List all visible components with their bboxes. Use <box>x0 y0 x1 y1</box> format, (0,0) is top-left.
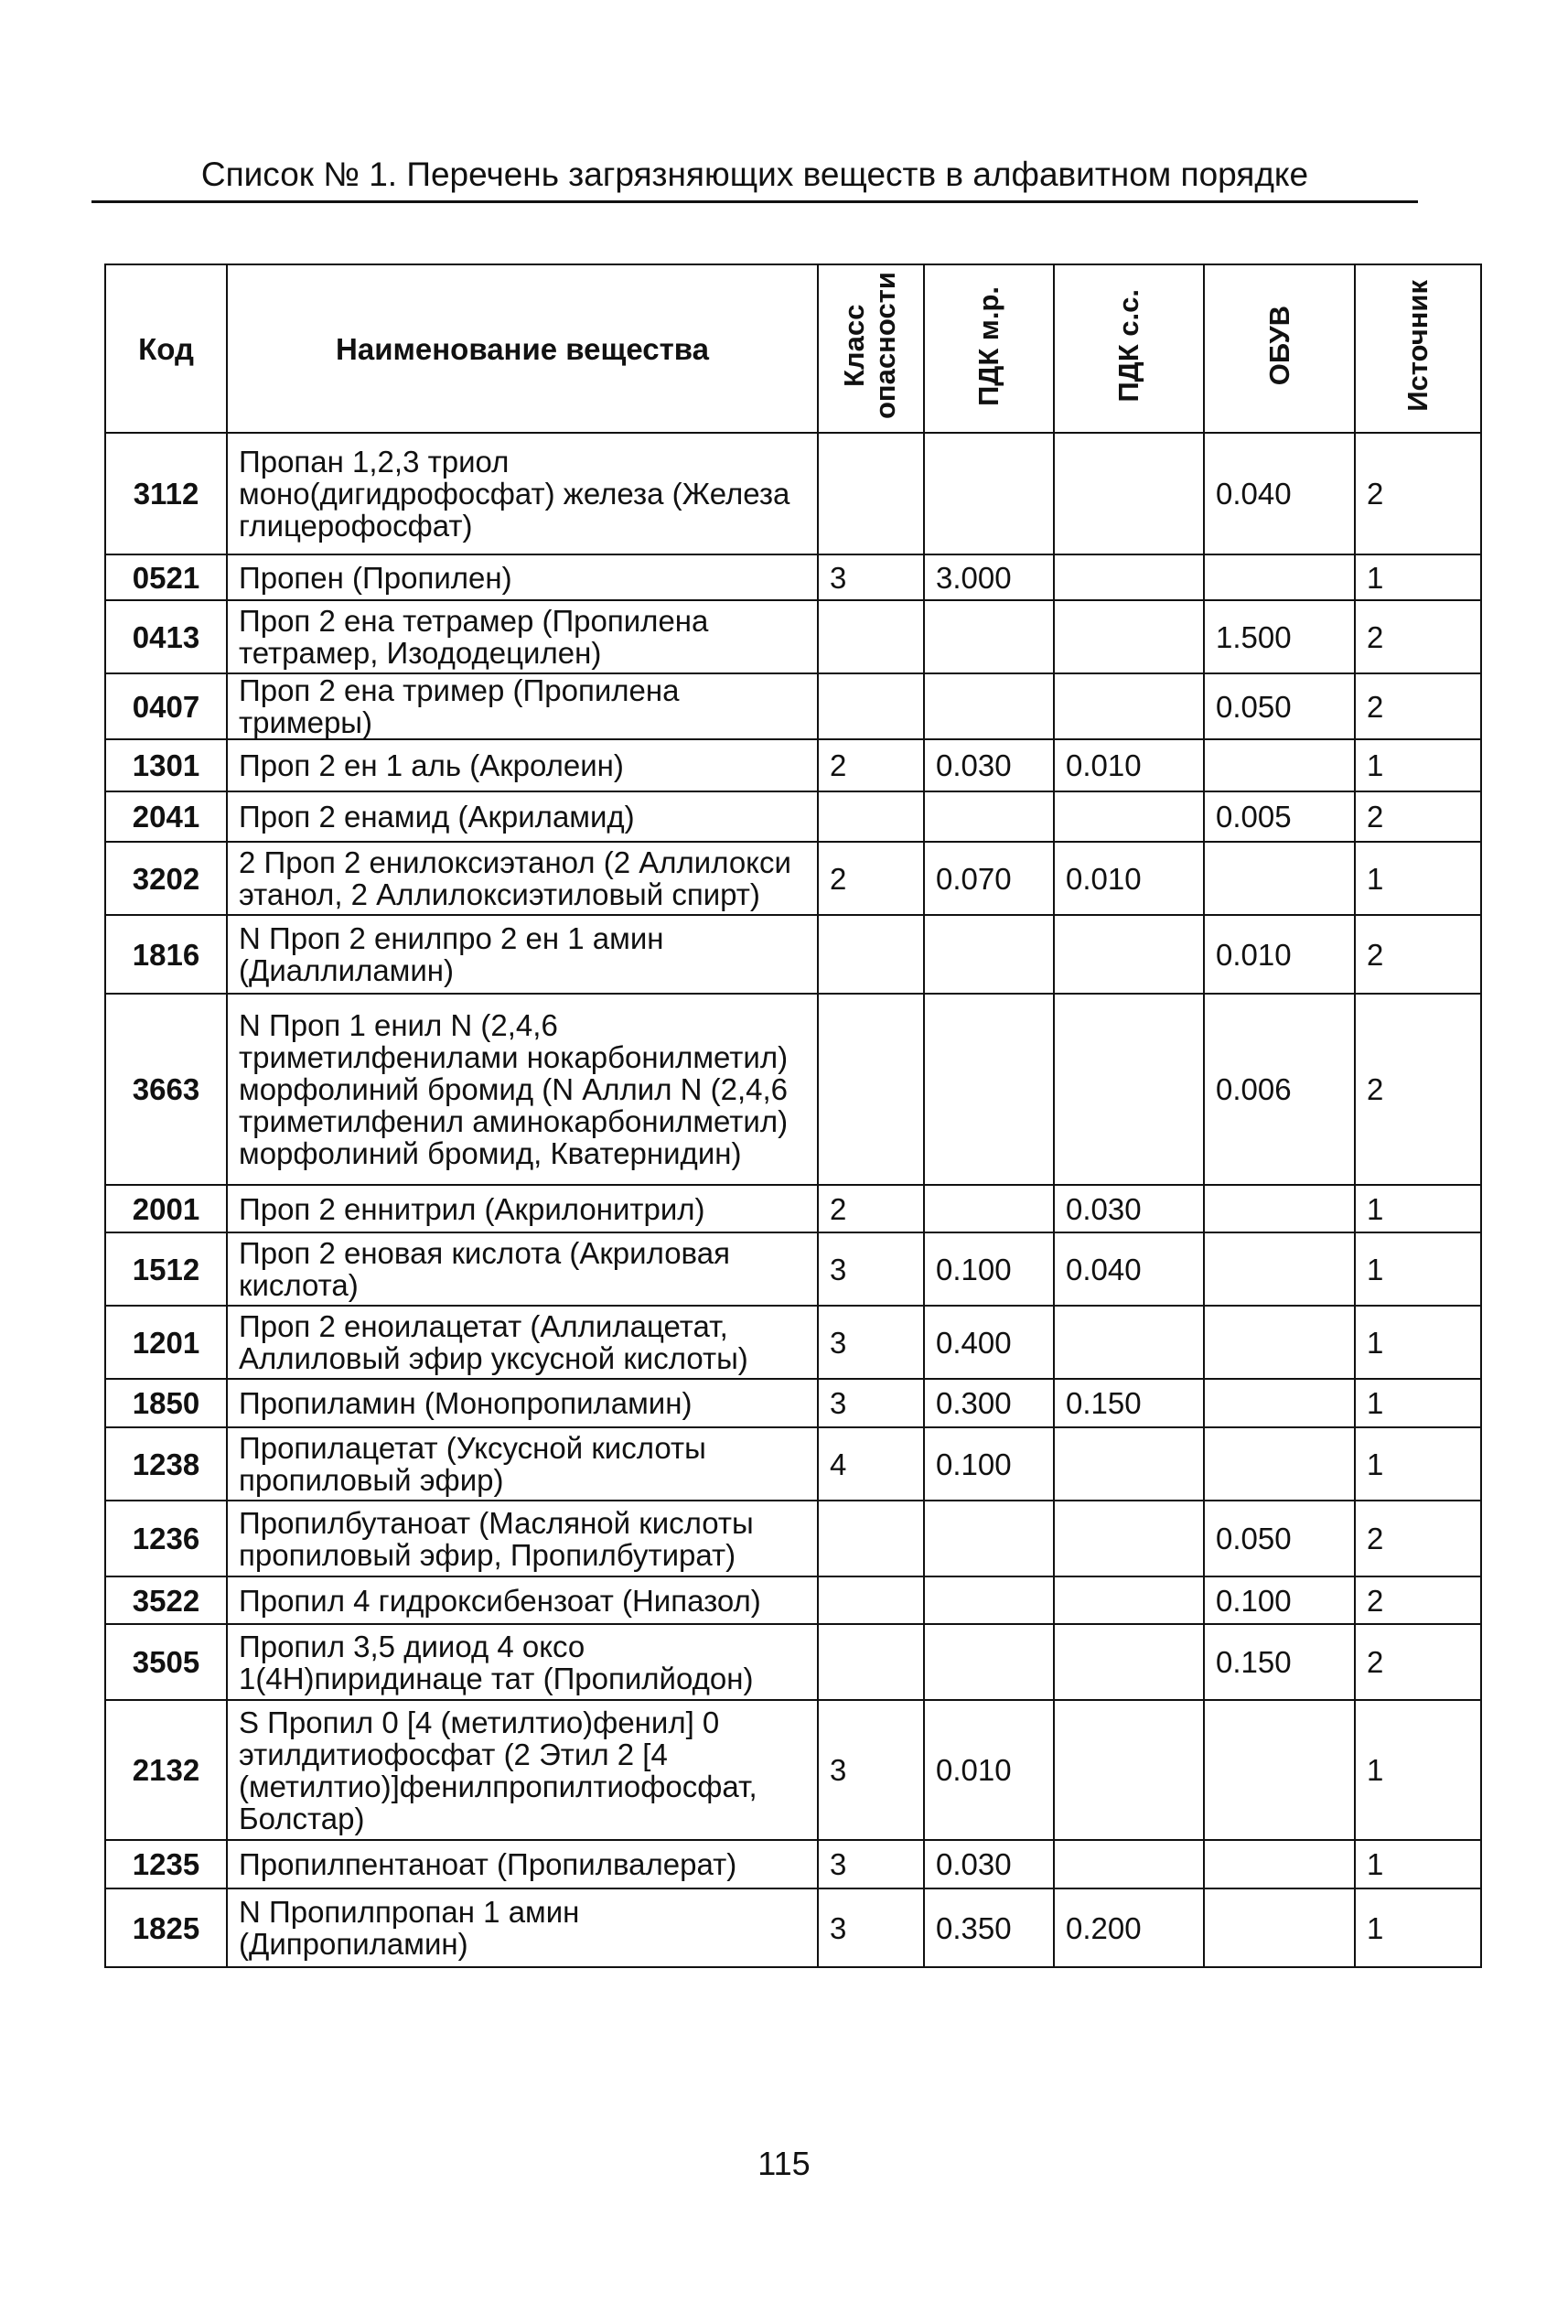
cell-source: 1 <box>1355 1700 1481 1840</box>
cell-hazard-class <box>818 791 924 842</box>
cell-obuv <box>1204 1427 1355 1501</box>
header-rule <box>91 200 1418 203</box>
cell-name: Пропилбутаноат (Масляной кислоты пропиловый эфир, Пропилбутират) <box>227 1501 818 1576</box>
cell-pdk-mr: 0.100 <box>924 1232 1054 1306</box>
cell-name: Проп 2 ена тетрамер (Пропилена тетрамер, Изододецилен) <box>227 600 818 673</box>
cell-name: Проп 2 еннитрил (Акрилонитрил) <box>227 1185 818 1232</box>
cell-name: N Проп 2 енилпро 2 ен 1 амин (Диаллиламин) <box>227 915 818 994</box>
cell-obuv: 0.050 <box>1204 1501 1355 1576</box>
cell-obuv <box>1204 1700 1355 1840</box>
cell-hazard-class: 3 <box>818 1840 924 1888</box>
col-header-obuv-label: ОБУВ <box>1262 306 1295 386</box>
cell-hazard-class <box>818 600 924 673</box>
cell-pdk-mr <box>924 1576 1054 1624</box>
cell-source: 1 <box>1355 1306 1481 1379</box>
cell-hazard-class <box>818 1624 924 1700</box>
cell-code: 1201 <box>105 1306 227 1379</box>
cell-pdk-mr <box>924 1185 1054 1232</box>
cell-obuv <box>1204 1306 1355 1379</box>
cell-code: 1816 <box>105 915 227 994</box>
cell-name: Пропилпентаноат (Пропилвалерат) <box>227 1840 818 1888</box>
cell-name: N Проп 1 енил N (2,4,6 триметилфенилами нокарбонилметил) морфолиний бромид (N Аллил N (2,4,6 триметилфенил аминокарбонилметил) морфолиний бромид, Кватернидин) <box>227 994 818 1185</box>
cell-hazard-class: 3 <box>818 1306 924 1379</box>
cell-pdk-ss: 0.030 <box>1054 1185 1204 1232</box>
cell-source: 2 <box>1355 600 1481 673</box>
table-row <box>105 1306 1481 1379</box>
cell-name: N Пропилпропан 1 амин (Дипропиламин) <box>227 1888 818 1967</box>
cell-obuv <box>1204 1232 1355 1306</box>
cell-source: 2 <box>1355 1501 1481 1576</box>
cell-source: 1 <box>1355 1185 1481 1232</box>
cell-code: 0413 <box>105 600 227 673</box>
cell-hazard-class: 3 <box>818 1700 924 1840</box>
cell-pdk-mr: 3.000 <box>924 554 1054 600</box>
cell-pdk-ss <box>1054 554 1204 600</box>
cell-code: 3202 <box>105 842 227 915</box>
table-row <box>105 791 1481 842</box>
cell-pdk-ss <box>1054 915 1204 994</box>
cell-obuv <box>1204 842 1355 915</box>
cell-pdk-ss: 0.010 <box>1054 842 1204 915</box>
cell-pdk-ss: 0.040 <box>1054 1232 1204 1306</box>
cell-code: 2041 <box>105 791 227 842</box>
cell-pdk-mr <box>924 915 1054 994</box>
cell-hazard-class <box>818 1501 924 1576</box>
table-row <box>105 1840 1481 1888</box>
cell-code: 1235 <box>105 1840 227 1888</box>
cell-pdk-ss <box>1054 1700 1204 1840</box>
table-row <box>105 1185 1481 1232</box>
cell-code: 3663 <box>105 994 227 1185</box>
cell-pdk-mr <box>924 600 1054 673</box>
cell-hazard-class: 2 <box>818 842 924 915</box>
cell-source: 1 <box>1355 739 1481 791</box>
cell-name: Проп 2 еновая кислота (Акриловая кислота) <box>227 1232 818 1306</box>
cell-hazard-class <box>818 433 924 554</box>
cell-name: Пропил 3,5 дииод 4 оксо 1(4Н)пиридинаце тат (Пропилйодон) <box>227 1624 818 1700</box>
cell-hazard-class <box>818 1576 924 1624</box>
cell-name: Пропиламин (Монопропиламин) <box>227 1379 818 1427</box>
cell-pdk-ss <box>1054 994 1204 1185</box>
table-row <box>105 673 1481 739</box>
cell-code: 1512 <box>105 1232 227 1306</box>
cell-name: Проп 2 ен 1 аль (Акролеин) <box>227 739 818 791</box>
cell-pdk-mr <box>924 791 1054 842</box>
cell-hazard-class: 4 <box>818 1427 924 1501</box>
cell-source: 1 <box>1355 554 1481 600</box>
col-header-source-label: Источник <box>1402 280 1434 412</box>
cell-pdk-mr: 0.350 <box>924 1888 1054 1967</box>
cell-pdk-ss <box>1054 600 1204 673</box>
cell-obuv: 0.100 <box>1204 1576 1355 1624</box>
cell-pdk-mr: 0.030 <box>924 1840 1054 1888</box>
col-header-code: Код <box>105 264 227 433</box>
cell-name: Проп 2 енамид (Акриламид) <box>227 791 818 842</box>
col-header-hazard-class <box>818 264 924 433</box>
col-header-obuv <box>1204 264 1355 433</box>
table-body <box>105 433 1481 1967</box>
page-title: Список № 1. Перечень загрязняющих веществ в алфавитном порядке <box>200 156 1309 193</box>
table-row <box>105 433 1481 554</box>
cell-hazard-class: 2 <box>818 1185 924 1232</box>
cell-pdk-ss: 0.200 <box>1054 1888 1204 1967</box>
table-row <box>105 1379 1481 1427</box>
cell-name: 2 Проп 2 енилоксиэтанол (2 Аллилокси этанол, 2 Аллилоксиэтиловый спирт) <box>227 842 818 915</box>
cell-source: 1 <box>1355 1379 1481 1427</box>
cell-pdk-ss <box>1054 1840 1204 1888</box>
cell-pdk-mr: 0.100 <box>924 1427 1054 1501</box>
cell-pdk-ss: 0.010 <box>1054 739 1204 791</box>
cell-obuv <box>1204 554 1355 600</box>
cell-hazard-class: 3 <box>818 1888 924 1967</box>
cell-name: Пропил 4 гидроксибензоат (Нипазол) <box>227 1576 818 1624</box>
cell-code: 2001 <box>105 1185 227 1232</box>
cell-source: 2 <box>1355 791 1481 842</box>
cell-pdk-ss <box>1054 673 1204 739</box>
cell-code: 0407 <box>105 673 227 739</box>
cell-obuv <box>1204 1379 1355 1427</box>
cell-hazard-class: 2 <box>818 739 924 791</box>
cell-pdk-ss <box>1054 1501 1204 1576</box>
cell-obuv: 0.010 <box>1204 915 1355 994</box>
cell-code: 1236 <box>105 1501 227 1576</box>
cell-source: 1 <box>1355 842 1481 915</box>
cell-source: 2 <box>1355 1624 1481 1700</box>
table-row <box>105 1501 1481 1576</box>
cell-code: 1301 <box>105 739 227 791</box>
cell-obuv: 0.150 <box>1204 1624 1355 1700</box>
cell-code: 3522 <box>105 1576 227 1624</box>
table-row <box>105 994 1481 1185</box>
cell-pdk-mr: 0.030 <box>924 739 1054 791</box>
cell-hazard-class <box>818 994 924 1185</box>
table-row <box>105 1624 1481 1700</box>
col-header-pdk-ss <box>1054 264 1204 433</box>
cell-code: 1825 <box>105 1888 227 1967</box>
cell-obuv: 1.500 <box>1204 600 1355 673</box>
cell-source: 1 <box>1355 1427 1481 1501</box>
cell-hazard-class: 3 <box>818 1379 924 1427</box>
cell-pdk-mr <box>924 1624 1054 1700</box>
cell-source: 2 <box>1355 915 1481 994</box>
col-header-source <box>1355 264 1481 433</box>
cell-source: 2 <box>1355 433 1481 554</box>
cell-hazard-class: 3 <box>818 554 924 600</box>
cell-hazard-class <box>818 673 924 739</box>
cell-pdk-ss <box>1054 1306 1204 1379</box>
cell-source: 2 <box>1355 1576 1481 1624</box>
page-number: 115 <box>757 2145 811 2182</box>
col-header-pdk-mr-label: ПДК м.р. <box>972 285 1004 406</box>
cell-pdk-ss <box>1054 433 1204 554</box>
table-row <box>105 739 1481 791</box>
cell-obuv: 0.040 <box>1204 433 1355 554</box>
cell-code: 1238 <box>105 1427 227 1501</box>
cell-hazard-class <box>818 915 924 994</box>
cell-pdk-mr <box>924 673 1054 739</box>
cell-pdk-mr <box>924 433 1054 554</box>
cell-name: Пропилацетат (Уксусной кислоты пропиловый эфир) <box>227 1427 818 1501</box>
cell-obuv <box>1204 1888 1355 1967</box>
cell-pdk-mr: 0.070 <box>924 842 1054 915</box>
col-header-pdk-ss-label: ПДК с.с. <box>1112 289 1144 403</box>
col-header-name: Наименование вещества <box>227 264 818 433</box>
cell-pdk-ss: 0.150 <box>1054 1379 1204 1427</box>
cell-code: 1850 <box>105 1379 227 1427</box>
cell-pdk-ss <box>1054 1427 1204 1501</box>
cell-name: Проп 2 еноилацетат (Аллилацетат, Аллиловый эфир уксусной кислоты) <box>227 1306 818 1379</box>
col-header-pdk-mr <box>924 264 1054 433</box>
cell-code: 2132 <box>105 1700 227 1840</box>
cell-name: Пропан 1,2,3 триол моно(дигидрофосфат) железа (Железа глицерофосфат) <box>227 433 818 554</box>
table-row <box>105 1888 1481 1967</box>
cell-pdk-mr: 0.010 <box>924 1700 1054 1840</box>
table-row <box>105 600 1481 673</box>
substances-table <box>104 264 1482 1968</box>
cell-source: 1 <box>1355 1840 1481 1888</box>
table-row <box>105 1576 1481 1624</box>
cell-obuv <box>1204 1840 1355 1888</box>
cell-source: 1 <box>1355 1888 1481 1967</box>
cell-obuv <box>1204 739 1355 791</box>
table-row <box>105 1700 1481 1840</box>
cell-code: 3505 <box>105 1624 227 1700</box>
table-header-row <box>105 264 1481 433</box>
cell-obuv <box>1204 1185 1355 1232</box>
cell-pdk-mr <box>924 994 1054 1185</box>
cell-obuv: 0.050 <box>1204 673 1355 739</box>
cell-pdk-ss <box>1054 1624 1204 1700</box>
cell-pdk-mr <box>924 1501 1054 1576</box>
cell-code: 3112 <box>105 433 227 554</box>
col-header-hazard-class-label: Класс опасности <box>838 272 901 420</box>
cell-name: Проп 2 ена тример (Пропилена тримеры) <box>227 673 818 739</box>
cell-source: 2 <box>1355 673 1481 739</box>
cell-pdk-ss <box>1054 791 1204 842</box>
table-row <box>105 1232 1481 1306</box>
table-row <box>105 554 1481 600</box>
cell-pdk-mr: 0.400 <box>924 1306 1054 1379</box>
cell-code: 0521 <box>105 554 227 600</box>
cell-obuv: 0.005 <box>1204 791 1355 842</box>
cell-name: Пропен (Пропилен) <box>227 554 818 600</box>
cell-pdk-ss <box>1054 1576 1204 1624</box>
table-row <box>105 915 1481 994</box>
cell-source: 2 <box>1355 994 1481 1185</box>
cell-hazard-class: 3 <box>818 1232 924 1306</box>
cell-name: S Пропил 0 [4 (метилтио)фенил] 0 этилдитиофосфат (2 Этил 2 [4 (метилтио)]фенилпропилтиофосфат, Болстар) <box>227 1700 818 1840</box>
table-row <box>105 842 1481 915</box>
cell-source: 1 <box>1355 1232 1481 1306</box>
cell-obuv: 0.006 <box>1204 994 1355 1185</box>
cell-pdk-mr: 0.300 <box>924 1379 1054 1427</box>
table-row <box>105 1427 1481 1501</box>
